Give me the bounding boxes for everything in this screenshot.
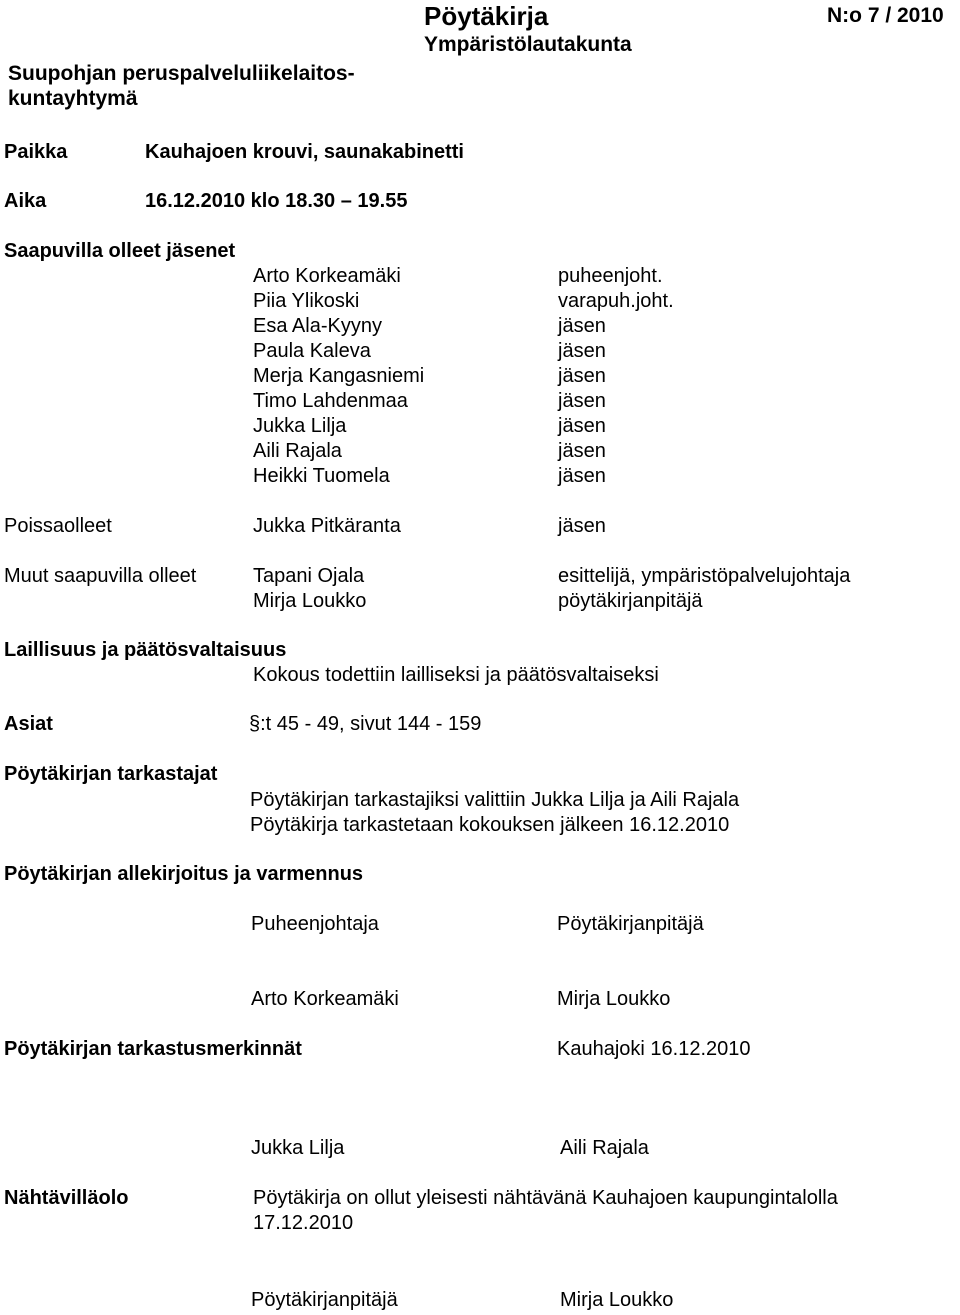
attendee-role: jäsen <box>558 390 606 412</box>
document-number: N:o 7 / 2010 <box>827 4 944 27</box>
organization-name-line2: kuntayhtymä <box>8 87 138 110</box>
other-person-role: esittelijä, ympäristöpalvelujohtaja <box>558 565 851 587</box>
absent-label: Poissaolleet <box>4 515 112 537</box>
examiners-label: Pöytäkirjan tarkastajat <box>4 763 218 785</box>
secretary-name: Mirja Loukko <box>557 988 671 1010</box>
chair-name: Arto Korkeamäki <box>251 988 399 1010</box>
attendee-name: Esa Ala-Kyyny <box>253 315 382 337</box>
absent-role: jäsen <box>558 515 606 537</box>
examiner-name: Aili Rajala <box>560 1137 649 1159</box>
attendee-role: jäsen <box>558 465 606 487</box>
attendee-name: Arto Korkeamäki <box>253 265 401 287</box>
place-value: Kauhajoen krouvi, saunakabinetti <box>145 141 464 163</box>
attendee-name: Paula Kaleva <box>253 340 371 362</box>
attendee-name: Merja Kangasniemi <box>253 365 425 387</box>
display-text-line1: Pöytäkirja on ollut yleisesti nähtävänä Kauhajoen kaupungintalolla <box>253 1187 838 1209</box>
attendee-name: Piia Ylikoski <box>253 290 360 312</box>
attendee-role: varapuh.joht. <box>558 290 674 312</box>
secretary-title: Pöytäkirjanpitäjä <box>557 913 704 935</box>
other-person-name: Tapani Ojala <box>253 565 365 587</box>
document-type-title: Pöytäkirja <box>424 1 549 31</box>
legality-text: Kokous todettiin lailliseksi ja päätösvaltaiseksi <box>253 664 659 686</box>
review-label: Pöytäkirjan tarkastusmerkinnät <box>4 1038 302 1060</box>
attendee-role: jäsen <box>558 315 606 337</box>
committee-name: Ympäristölautakunta <box>424 33 632 56</box>
attendee-role: jäsen <box>558 415 606 437</box>
display-signer-name: Mirja Loukko <box>560 1289 674 1311</box>
display-signer-title: Pöytäkirjanpitäjä <box>251 1289 398 1311</box>
legality-label: Laillisuus ja päätösvaltaisuus <box>4 639 287 661</box>
others-label: Muut saapuvilla olleet <box>4 565 197 587</box>
other-person-name: Mirja Loukko <box>253 590 367 612</box>
attendee-role: puheenjoht. <box>558 265 663 287</box>
examiner-name: Jukka Lilja <box>251 1137 345 1159</box>
attendee-role: jäsen <box>558 440 606 462</box>
attendee-name: Jukka Lilja <box>253 415 347 437</box>
display-text-line2: 17.12.2010 <box>253 1212 354 1234</box>
attendees-label: Saapuvilla olleet jäsenet <box>4 240 236 262</box>
attendee-name: Timo Lahdenmaa <box>253 390 408 412</box>
items-label: Asiat <box>4 713 53 735</box>
review-place-date: Kauhajoki 16.12.2010 <box>557 1038 751 1060</box>
time-value: 16.12.2010 klo 18.30 – 19.55 <box>145 190 408 212</box>
attendee-role: jäsen <box>558 340 606 362</box>
examiners-text-line2: Pöytäkirja tarkastetaan kokouksen jälkeen 16.12.2010 <box>250 814 730 836</box>
chair-title: Puheenjohtaja <box>251 913 379 935</box>
display-label: Nähtävilläolo <box>4 1187 129 1209</box>
other-person-role: pöytäkirjanpitäjä <box>558 590 703 612</box>
attendee-name: Aili Rajala <box>253 440 342 462</box>
attendee-name: Heikki Tuomela <box>253 465 390 487</box>
time-label: Aika <box>4 190 47 212</box>
place-label: Paikka <box>4 141 68 163</box>
items-range: §:t 45 - 49, sivut 144 - 159 <box>249 713 482 735</box>
examiners-text-line1: Pöytäkirjan tarkastajiksi valittiin Jukka Lilja ja Aili Rajala <box>250 789 740 811</box>
organization-name-line1: Suupohjan peruspalveluliikelaitos- <box>8 62 355 85</box>
attendee-role: jäsen <box>558 365 606 387</box>
absent-name: Jukka Pitkäranta <box>253 515 401 537</box>
signatures-label: Pöytäkirjan allekirjoitus ja varmennus <box>4 863 364 885</box>
